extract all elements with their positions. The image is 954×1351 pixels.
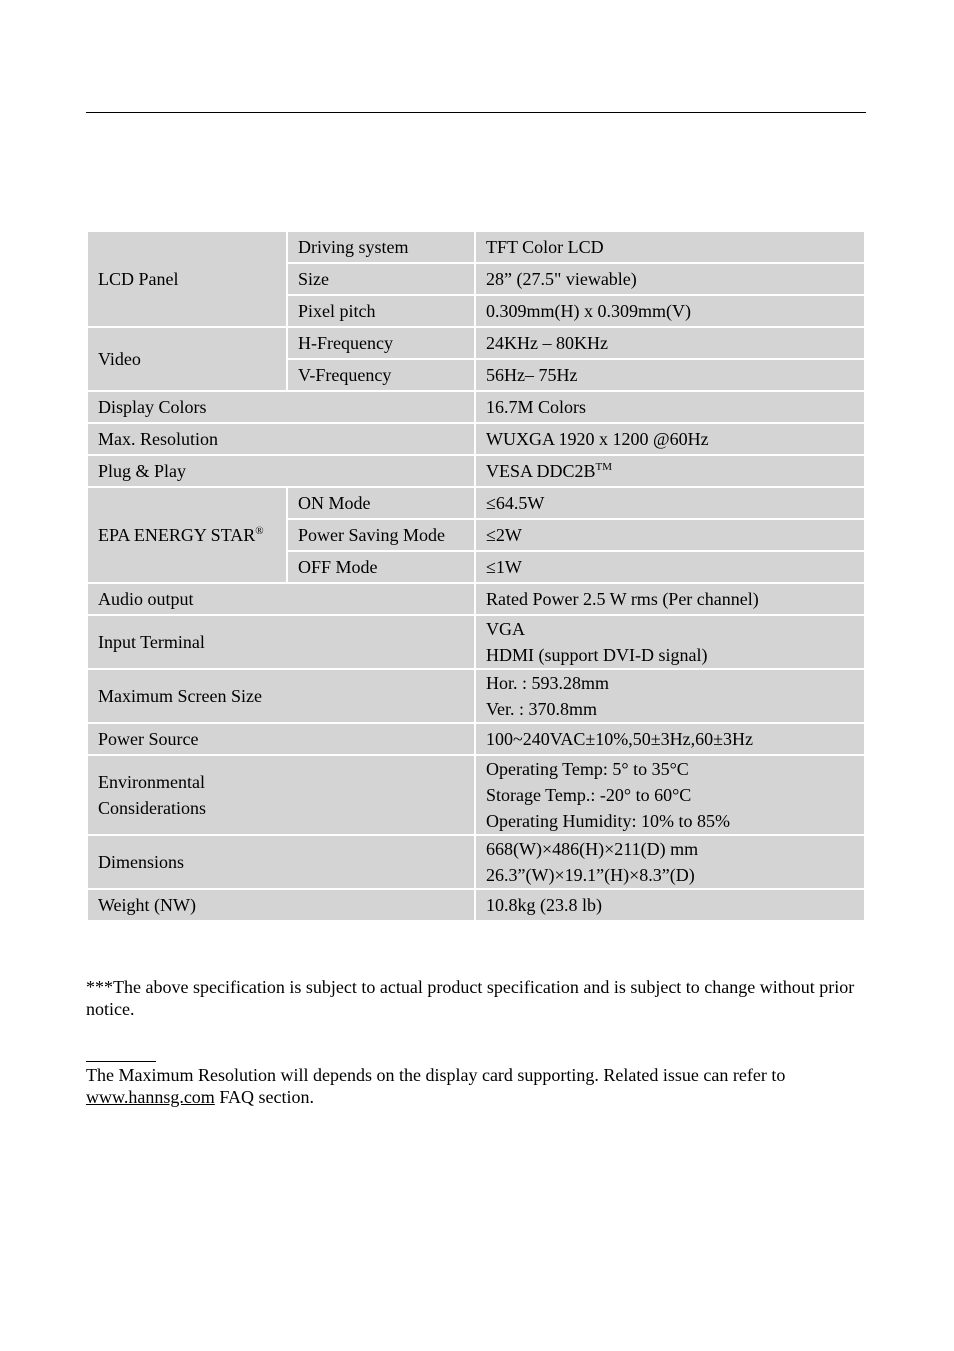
value-on-mode: ≤64.5W — [476, 488, 864, 518]
row-label-environmental — [88, 756, 474, 834]
row-label-input-terminal: Input Terminal — [88, 616, 474, 668]
energy-star-label-text: EPA ENERGY STAR — [98, 525, 256, 545]
row-label-weight: Weight (NW) — [88, 890, 474, 920]
value-size: 28” (27.5" viewable) — [476, 264, 864, 294]
table-row — [88, 670, 864, 722]
trademark-sup: TM — [595, 461, 613, 473]
registered-sup: ® — [255, 525, 264, 537]
value-line: Operating Humidity: 10% to 85% — [486, 811, 730, 831]
table-row — [88, 836, 864, 888]
specification-table — [86, 230, 866, 922]
row-label-video: Video — [88, 328, 286, 390]
value-driving-system: TFT Color LCD — [476, 232, 864, 262]
resolution-note — [86, 1064, 876, 1108]
value-input-terminal — [476, 616, 864, 668]
value-power-saving-mode: ≤2W — [476, 520, 864, 550]
value-line: 668(W)×486(H)×211(D) mm — [486, 839, 699, 859]
sub-label-power-saving-mode: Power Saving Mode — [288, 520, 474, 550]
specification-footnote: ***The above specification is subject to actual product specification and is subject to change without prior notice. — [86, 977, 855, 1019]
value-v-frequency: 56Hz– 75Hz — [476, 360, 864, 390]
sub-label-driving-system: Driving system — [288, 232, 474, 262]
value-h-frequency: 24KHz – 80KHz — [476, 328, 864, 358]
table-row — [88, 232, 864, 262]
table-row — [88, 456, 864, 486]
value-plug-play-text: VESA DDC2B — [486, 461, 596, 481]
value-plug-play — [476, 456, 864, 486]
header-rule — [86, 112, 866, 113]
sub-label-on-mode: ON Mode — [288, 488, 474, 518]
table-row — [88, 488, 864, 518]
value-weight: 10.8kg (23.8 lb) — [476, 890, 864, 920]
sub-label-size: Size — [288, 264, 474, 294]
hannsg-website-link[interactable]: www.hannsg.com — [86, 1087, 215, 1107]
resolution-note-text: The Maximum Resolution will depends on the display card supporting. Related issue can refer to — [86, 1065, 786, 1085]
value-dimensions — [476, 836, 864, 888]
row-label-plug-play: Plug & Play — [88, 456, 474, 486]
value-line: VGA — [486, 619, 525, 639]
value-line: Storage Temp.: -20° to 60°C — [486, 785, 692, 805]
sub-label-pixel-pitch: Pixel pitch — [288, 296, 474, 326]
row-label-max-resolution: Max. Resolution — [88, 424, 474, 454]
resolution-note-suffix: FAQ section. — [214, 1087, 314, 1107]
value-line: Operating Temp: 5° to 35°C — [486, 759, 689, 779]
value-max-screen-size — [476, 670, 864, 722]
value-pixel-pitch: 0.309mm(H) x 0.309mm(V) — [476, 296, 864, 326]
table-row — [88, 424, 864, 454]
value-max-resolution: WUXGA 1920 x 1200 @60Hz — [476, 424, 864, 454]
row-label-dimensions: Dimensions — [88, 836, 474, 888]
row-label-lcd-panel: LCD Panel — [88, 232, 286, 326]
row-label-energy-star — [88, 488, 286, 582]
footnote-separator — [86, 1061, 156, 1062]
row-label-power-source: Power Source — [88, 724, 474, 754]
table-row — [88, 616, 864, 668]
sub-label-v-frequency: V-Frequency — [288, 360, 474, 390]
table-row — [88, 724, 864, 754]
row-label-audio-output: Audio output — [88, 584, 474, 614]
table-row — [88, 584, 864, 614]
table-row — [88, 756, 864, 834]
table-row — [88, 392, 864, 422]
table-row — [88, 890, 864, 920]
value-off-mode: ≤1W — [476, 552, 864, 582]
value-line: Ver. : 370.8mm — [486, 699, 597, 719]
value-environmental — [476, 756, 864, 834]
value-power-source: 100~240VAC±10%,50±3Hz,60±3Hz — [476, 724, 864, 754]
sub-label-off-mode: OFF Mode — [288, 552, 474, 582]
value-display-colors: 16.7M Colors — [476, 392, 864, 422]
row-label-display-colors: Display Colors — [88, 392, 474, 422]
value-audio-output: Rated Power 2.5 W rms (Per channel) — [476, 584, 864, 614]
label-line: Considerations — [98, 798, 206, 818]
value-line: HDMI (support DVI-D signal) — [486, 645, 708, 665]
table-row — [88, 328, 864, 358]
value-line: 26.3”(W)×19.1”(H)×8.3”(D) — [486, 865, 695, 885]
row-label-max-screen-size: Maximum Screen Size — [88, 670, 474, 722]
value-line: Hor. : 593.28mm — [486, 673, 610, 693]
sub-label-h-frequency: H-Frequency — [288, 328, 474, 358]
label-line: Environmental — [98, 772, 205, 792]
